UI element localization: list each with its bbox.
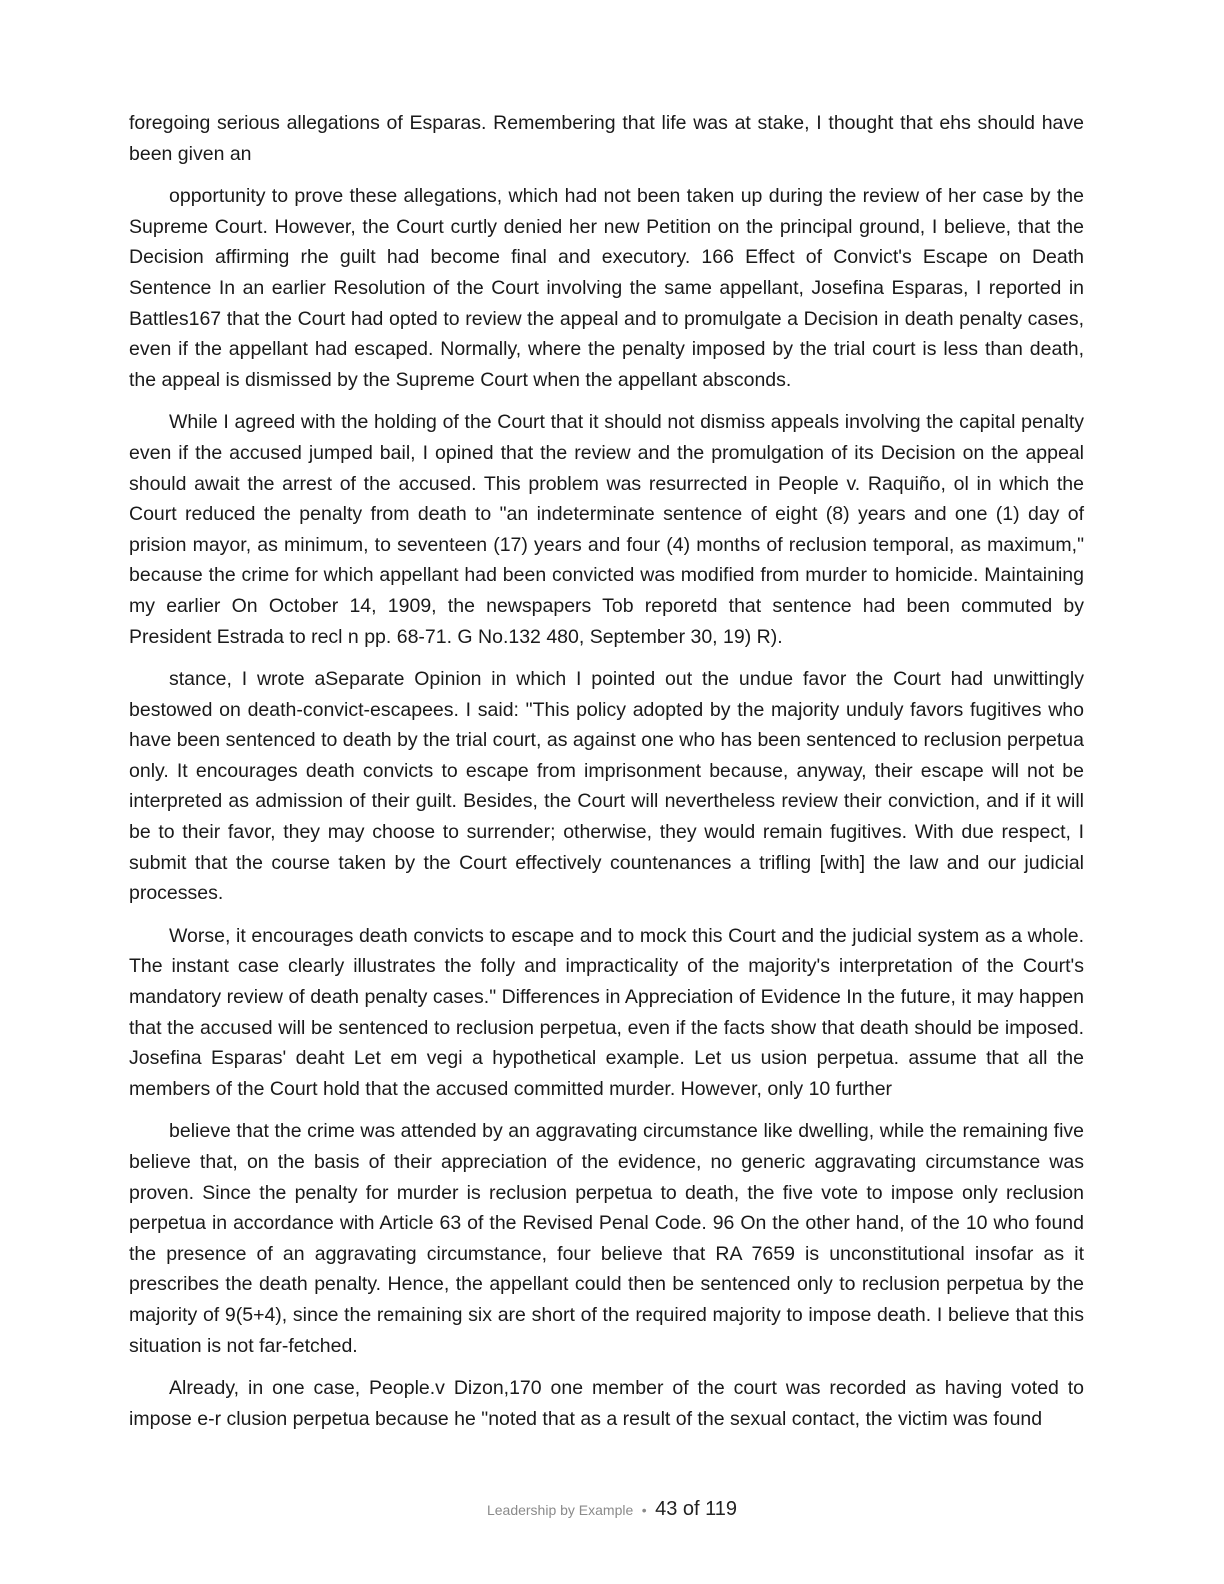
- paragraph: stance, I wrote aSeparate Opinion in which I pointed out the undue favor the Court had unwittingly bestowed on death-convict-escapees. I said: "This policy adopted by the majority unduly favors fugitives who have been sentenced to death by the trial court, as against one who has been sentenced to reclusion perpetua only. It encourages death convicts to escape from imprisonment because, anyway, their escape will not be interpreted as admission of their guilt. Besides, the Court will nevertheless review their conviction, and if it will be to their favor, they may choose to surrender; otherwise, they would remain fugitives. With due respect, I submit that the course taken by the Court effectively countenances a trifling [with] the law and our judicial processes.: [129, 668, 1084, 905]
- document-body: [129, 108, 1084, 1446]
- paragraph: While I agreed with the holding of the Court that it should not dismiss appeals involving the capital penalty even if the accused jumped bail, I opined that the review and the promulgation of its Decision on the appeal should await the arrest of the accused. This problem was resurrected in People v. Raquiño, ol in which the Court reduced the penalty from death to "an indeterminate sentence of eight (8) years and one (1) day of prision mayor, as minimum, to seventeen (17) years and four (4) months of reclusion temporal, as maximum," because the crime for which appellant had been convicted was modified from murder to homicide. Maintaining my earlier On October 14, 1909, the newspapers Tob reporetd that sentence had been commuted by President Estrada to recl n pp. 68-71. G No.132 480, September 30, 19) R).: [129, 411, 1084, 648]
- paragraph: opportunity to prove these allegations, which had not been taken up during the review of her case by the Supreme Court. However, the Court curtly denied her new Petition on the principal ground, I believe, that the Decision affirming rhe guilt had become final and executory. 166 Effect of Convict's Escape on Death Sentence In an earlier Resolution of the Court involving the same appellant, Josefina Esparas, I reported in Battles167 that the Court had opted to review the appeal and to promulgate a Decision in death penalty cases, even if the appellant had escaped. Normally, where the penalty imposed by the trial court is less than death, the appeal is dismissed by the Supreme Court when the appellant absconds.: [129, 185, 1084, 391]
- footer-separator: •: [641, 1502, 647, 1518]
- footer-document-title: Leadership by Example: [486, 1502, 634, 1518]
- paragraph: believe that the crime was attended by an aggravating circumstance like dwelling, while the remaining five believe that, on the basis of their appreciation of the evidence, no generic aggravating circumstance was proven. Since the penalty for murder is reclusion perpetua to death, the five vote to impose only reclusion perpetua in accordance with Article 63 of the Revised Penal Code. 96 On the other hand, of the 10 who found the presence of an aggravating circumstance, four believe that RA 7659 is unconstitutional insofar as it prescribes the death penalty. Hence, the appellant could then be sentenced only to reclusion perpetua by the majority of 9(5+4), since the remaining six are short of the required majority to impose death. I believe that this situation is not far-fetched.: [129, 1120, 1084, 1357]
- page-footer: [0, 1498, 1224, 1521]
- paragraph: Worse, it encourages death convicts to escape and to mock this Court and the judicial system as a whole. The instant case clearly illustrates the folly and impracticality of the majority's interpretation of the Court's mandatory review of death penalty cases." Differences in Appreciation of Evidence In the future, it may happen that the accused will be sentenced to reclusion perpetua, even if the facts show that death should be imposed. Josefina Esparas' deaht Let em vegi a hypothetical example. Let us usion perpetua. assume that all the members of the Court hold that the accused committed murder. However, only 10 further: [129, 924, 1084, 1100]
- page-number: 43 of 119: [655, 1498, 738, 1520]
- paragraph: foregoing serious allegations of Esparas. Remembering that life was at stake, I thought that ehs should have been given an: [129, 112, 1084, 165]
- paragraph: Already, in one case, People.v Dizon,170 one member of the court was recorded as having voted to impose e-r clusion perpetua because he "noted that as a result of the sexual contact, the victim was found: [129, 1377, 1084, 1430]
